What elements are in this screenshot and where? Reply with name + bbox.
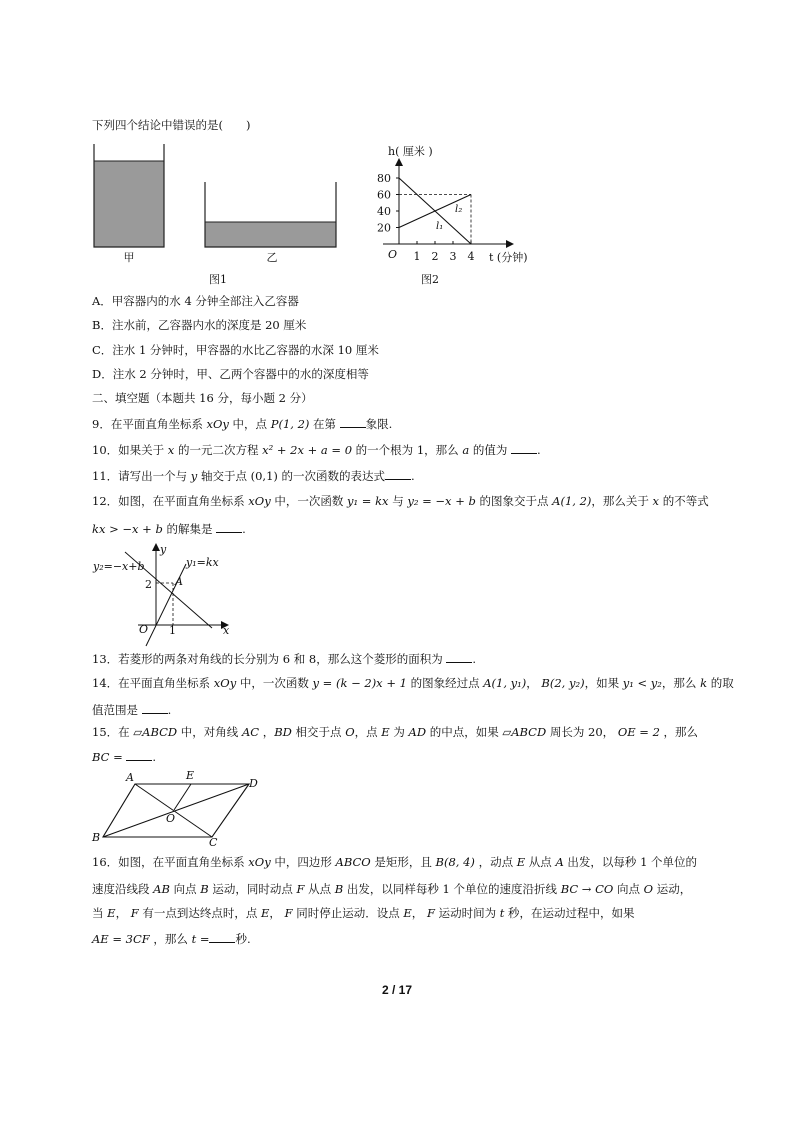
- fig2-caption: 图2: [421, 273, 439, 286]
- question-12-line-1: 12．如图，在平面直角坐标系 xOy 中，一次函数 y₁ = kx 与 y₂ = −x + b 的图象交于点 A(1, 2)，那么关于 x 的不等式: [92, 494, 709, 508]
- diagonal-ac: [135, 784, 212, 837]
- label-yi: 乙: [266, 251, 278, 264]
- origin-label: O: [388, 248, 398, 261]
- point-a-label: A: [175, 575, 183, 588]
- option-a: A．甲容器内的水 4 分钟全部注入乙容器: [92, 294, 299, 308]
- y-tick-label: 40: [377, 205, 391, 218]
- section-heading: 二、填空题（本题共 16 分，每小题 2 分）: [92, 391, 313, 405]
- y-tick-label: 60: [377, 188, 391, 202]
- point-o: O: [166, 812, 176, 825]
- question-9: 9．在平面直角坐标系 xOy 中，点 P(1, 2) 在第 象限.: [92, 417, 393, 431]
- question-16-line-3: 当 E， F 有一点到达终点时，点 E， F 同时停止运动．设点 E， F 运动时间为 t 秒，在运动过程中，如果: [92, 906, 635, 920]
- h-axis-label: h( 厘米 ): [388, 145, 433, 158]
- y-tick-label: 80: [377, 172, 391, 185]
- x-tick-label: 1: [413, 250, 421, 263]
- label-y1: y₁=kx: [186, 556, 219, 569]
- label-jia: 甲: [123, 251, 135, 264]
- point-e: E: [186, 769, 195, 782]
- vertex-a: A: [126, 771, 134, 784]
- question-10: 10．如果关于 x 的一元二次方程 x² + 2x + a = 0 的一个根为 1，那么 a 的值为 .: [92, 443, 541, 457]
- question-16-line-1: 16．如图，在平面直角坐标系 xOy 中，四边形 ABCO 是矩形，且 B(8, 4) ，动点 E 从点 A 出发，以每秒 1 个单位的: [92, 855, 698, 869]
- y-axis-label: y: [160, 543, 167, 556]
- x-axis-label: x: [223, 624, 230, 637]
- option-b: B．注水前，乙容器内水的深度是 20 厘米: [92, 318, 307, 332]
- vertex-c: C: [209, 836, 218, 849]
- tick-x-1: 1: [169, 624, 176, 637]
- page-number: 2 / 17: [381, 983, 413, 997]
- series-l2-label: l₂: [455, 204, 463, 215]
- fig1-caption: 图1: [209, 273, 227, 286]
- question-16-line-2: 速度沿线段 AB 向点 B 运动，同时动点 F 从点 B 出发，以同样每秒 1 个单位的速度沿折线 BC → CO 向点 O 运动，: [92, 882, 692, 896]
- option-d: D．注水 2 分钟时，甲、乙两个容器中的水的深度相等: [92, 367, 369, 381]
- q8-stem: 下列四个结论中错误的是( ): [92, 118, 251, 132]
- vertex-d: D: [249, 777, 258, 790]
- option-c: C．注水 1 分钟时，甲容器的水比乙容器的水深 10 厘米: [92, 343, 379, 357]
- series-l1-label: l₁: [436, 221, 444, 232]
- answer-blank: [209, 931, 235, 943]
- origin-o: O: [139, 623, 149, 636]
- y-tick-label: 20: [377, 221, 391, 235]
- x-tick-label: 4: [467, 250, 475, 263]
- t-axis-label: t (分钟): [489, 251, 528, 264]
- x-tick-label: 2: [431, 250, 439, 263]
- diagonal-bd: [103, 784, 249, 837]
- question-15-line-1: 15．在 ▱ABCD 中，对角线 AC ，BD 相交于点 O，点 E 为 AD 的中点，如果 ▱ABCD 周长为 20， OE = 2 ，那么: [92, 725, 699, 739]
- vertex-b: B: [92, 831, 101, 844]
- question-11: 11．请写出一个与 y 轴交于点 (0,1) 的一次函数的表达式 .: [92, 469, 415, 483]
- question-14-line-2: 值范围是 .: [92, 703, 172, 717]
- question-13: 13．若菱形的两条对角线的长分别为 6 和 8，那么这个菱形的面积为 .: [92, 652, 477, 666]
- question-14-line-1: 14．在平面直角坐标系 xOy 中，一次函数 y = (k − 2)x + 1 的图象经过点 A(1, y₁)， B(2, y₂)，如果 y₁ < y₂，那么 k 的取: [92, 676, 734, 690]
- label-y2: y₂=−x+b: [93, 560, 145, 573]
- tick-y-2: 2: [145, 578, 152, 591]
- question-15-line-2: BC = .: [92, 750, 157, 764]
- question-16-line-4: AE = 3CF ，那么 t = 秒.: [92, 932, 251, 946]
- x-tick-label: 3: [449, 250, 457, 263]
- question-12-line-2: kx > −x + b 的解集是 .: [92, 522, 246, 536]
